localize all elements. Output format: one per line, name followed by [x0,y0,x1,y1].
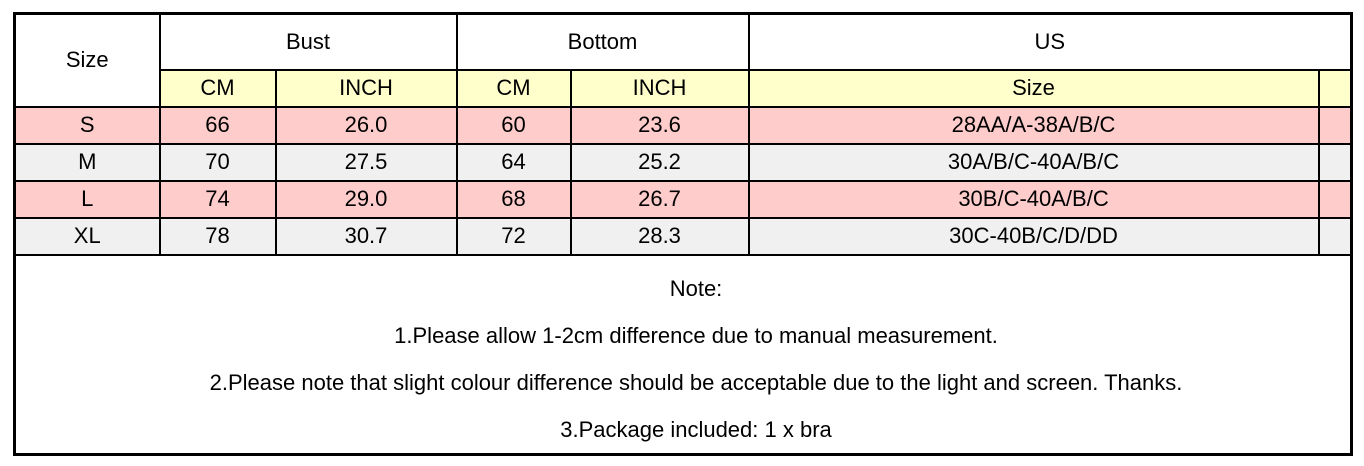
cell-bottom-cm: 60 [457,107,571,144]
header-us: US [749,14,1352,70]
cell-us-size: 28AA/A-38A/B/C [749,107,1319,144]
subheader-bottom-inch: INCH [571,70,749,107]
size-chart-table [13,12,1353,456]
subheader-bust-inch: INCH [276,70,457,107]
subheader-us-size: Size [749,70,1319,107]
cell-us-size: 30A/B/C-40A/B/C [749,144,1319,181]
cell-bottom-cm: 64 [457,144,571,181]
notes-cell [15,255,1352,455]
cell-size: XL [15,218,160,255]
header-size: Size [15,14,160,107]
cell-bottom-inch: 23.6 [571,107,749,144]
cell-bust-cm: 70 [160,144,276,181]
cell-bust-inch: 26.0 [276,107,457,144]
cell-bust-cm: 74 [160,181,276,218]
cell-size: L [15,181,160,218]
cell-size: S [15,107,160,144]
cell-us-size: 30B/C-40A/B/C [749,181,1319,218]
table-row-xl [15,218,1352,255]
cell-extra [1319,107,1352,144]
cell-size: M [15,144,160,181]
table-header-row-units [15,70,1352,107]
table-row-l [15,181,1352,218]
cell-us-size: 30C-40B/C/D/DD [749,218,1319,255]
cell-extra [1319,218,1352,255]
note-line-2: 2.Please note that slight colour difference should be acceptable due to the light and screen. Thanks. [209,369,1183,395]
header-bottom: Bottom [457,14,749,70]
cell-bottom-inch: 28.3 [571,218,749,255]
cell-bottom-inch: 25.2 [571,144,749,181]
cell-bust-inch: 30.7 [276,218,457,255]
cell-bust-inch: 27.5 [276,144,457,181]
cell-extra [1319,181,1352,218]
cell-extra [1319,144,1352,181]
table-notes-row [15,255,1352,455]
cell-bottom-inch: 26.7 [571,181,749,218]
subheader-bust-cm: CM [160,70,276,107]
notes-title: Note: [669,275,723,301]
note-line-3: 3.Package included: 1 x bra [560,416,832,442]
cell-bottom-cm: 68 [457,181,571,218]
cell-bust-inch: 29.0 [276,181,457,218]
subheader-extra [1319,70,1352,107]
subheader-bottom-cm: CM [457,70,571,107]
cell-bottom-cm: 72 [457,218,571,255]
header-bust: Bust [160,14,457,70]
table-row-s [15,107,1352,144]
note-line-1: 1.Please allow 1-2cm difference due to manual measurement. [394,322,998,348]
table-header-row-groups [15,14,1352,70]
table-row-m [15,144,1352,181]
cell-bust-cm: 78 [160,218,276,255]
cell-bust-cm: 66 [160,107,276,144]
